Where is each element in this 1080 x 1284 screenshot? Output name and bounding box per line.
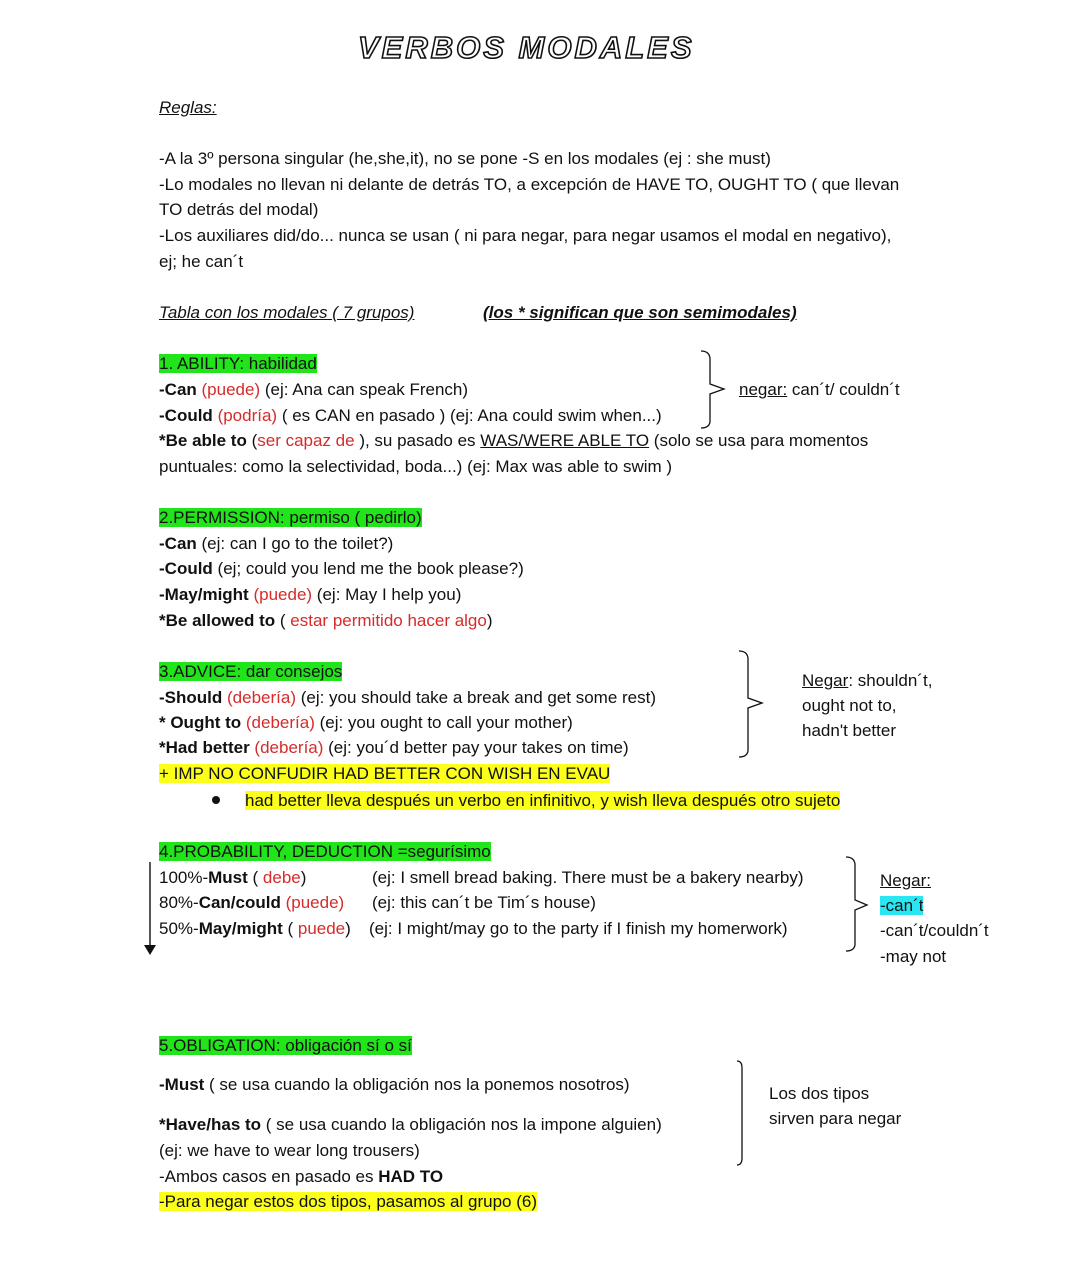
permission-can: -Can (ej: can I go to the toilet?) bbox=[159, 534, 394, 553]
permission-could: -Could (ej; could you lend me the book please?) bbox=[159, 559, 524, 578]
probability-heading: 4.PROBABILITY, DEDUCTION =segurísimo bbox=[159, 842, 491, 861]
ability-could: -Could (podría) ( es CAN en pasado ) (ej: Ana could swim when...) bbox=[159, 406, 662, 425]
bracket bbox=[700, 350, 730, 430]
probability-negation: -can´t bbox=[880, 896, 924, 915]
bullet-icon bbox=[212, 796, 220, 804]
obligation-have: *Have/has to ( se usa cuando la obligación nos la impone alguien) bbox=[159, 1115, 662, 1134]
ability-negation: negar: can´t/ couldn´t bbox=[739, 380, 900, 399]
advice-heading: 3.ADVICE: dar consejos bbox=[159, 662, 343, 681]
page-title: VERBOS MODALES bbox=[358, 30, 695, 65]
rule-line: ej; he can´t bbox=[159, 252, 244, 271]
probability-example: (ej: I might/may go to the party if I finish my homerwork) bbox=[369, 919, 788, 938]
advice-negation: Negar: shouldn´t, bbox=[802, 671, 933, 690]
advice-negation: hadn't better bbox=[802, 721, 896, 740]
probability-negation: -may not bbox=[880, 947, 947, 966]
rule-line: -Los auxiliares did/do... nunca se usan ( ni para negar, para negar usamos el modal en negativo), bbox=[159, 226, 892, 245]
probability-row: 50%-May/might ( puede) bbox=[159, 919, 351, 938]
permission-section bbox=[159, 505, 422, 531]
rule-line: TO detrás del modal) bbox=[159, 200, 319, 219]
rule-line: -Lo modales no llevan ni delante de detrás TO, a excepción de HAVE TO, OUGHT TO ( que llevan bbox=[159, 175, 900, 194]
obligation-past: -Ambos casos en pasado es HAD TO bbox=[159, 1167, 444, 1186]
semimodal-note: (los * significan que son semimodales) bbox=[483, 303, 797, 322]
permission-may: -May/might (puede) (ej: May I help you) bbox=[159, 585, 462, 604]
obligation-side-note: Los dos tipos bbox=[769, 1084, 870, 1103]
bracket bbox=[845, 856, 875, 954]
obligation-neg-note: -Para negar estos dos tipos, pasamos al grupo (6) bbox=[159, 1192, 537, 1211]
table-heading: Tabla con los modales ( 7 grupos) bbox=[159, 303, 415, 322]
probability-example: (ej: this can´t be Tim´s house) bbox=[372, 893, 596, 912]
ability-section bbox=[159, 351, 317, 377]
rules-heading: Reglas: bbox=[159, 98, 217, 117]
obligation-must: -Must ( se usa cuando la obligación nos la ponemos nosotros) bbox=[159, 1075, 630, 1094]
advice-should: -Should (debería) (ej: you should take a break and get some rest) bbox=[159, 688, 657, 707]
bracket bbox=[736, 1060, 752, 1168]
bracket bbox=[738, 650, 768, 760]
advice-bullet: had better lleva después un verbo en infinitivo, y wish lleva después otro sujeto bbox=[245, 791, 841, 810]
obligation-heading: 5.OBLIGATION: obligación sí o sí bbox=[159, 1036, 412, 1055]
advice-ought: * Ought to (debería) (ej: you ought to call your mother) bbox=[159, 713, 573, 732]
obligation-section bbox=[159, 1033, 412, 1059]
advice-note: + IMP NO CONFUDIR HAD BETTER CON WISH EN EVAU bbox=[159, 764, 611, 783]
probability-section bbox=[159, 839, 491, 865]
probability-row: 100%-Must ( debe) bbox=[159, 868, 307, 887]
ability-heading: 1. ABILITY: habilidad bbox=[159, 354, 317, 373]
probability-negation-label: Negar: bbox=[880, 871, 932, 890]
ability-beable-cont: puntuales: como la selectividad, boda...) (ej: Max was able to swim ) bbox=[159, 457, 673, 476]
probability-negation: -can´t/couldn´t bbox=[880, 921, 989, 940]
obligation-side-note: sirven para negar bbox=[769, 1109, 902, 1128]
probability-example: (ej: I smell bread baking. There must be a bakery nearby) bbox=[372, 868, 804, 887]
probability-row: 80%-Can/could (puede) bbox=[159, 893, 345, 912]
ability-beable: *Be able to (ser capaz de ), su pasado es WAS/WERE ABLE TO (solo se usa para momentos bbox=[159, 431, 869, 450]
rule-line: -A la 3º persona singular (he,she,it), no se pone -S en los modales (ej : she must) bbox=[159, 149, 771, 168]
advice-negation: ought not to, bbox=[802, 696, 897, 715]
obligation-example: (ej: we have to wear long trousers) bbox=[159, 1141, 420, 1160]
ability-can: -Can (puede) (ej: Ana can speak French) bbox=[159, 380, 469, 399]
advice-had-better: *Had better (debería) (ej: you´d better pay your takes on time) bbox=[159, 738, 629, 757]
arrow-down-icon bbox=[143, 862, 157, 956]
permission-allowed: *Be allowed to ( estar permitido hacer algo) bbox=[159, 611, 493, 630]
advice-section bbox=[159, 659, 342, 685]
permission-heading: 2.PERMISSION: permiso ( pedirlo) bbox=[159, 508, 422, 527]
